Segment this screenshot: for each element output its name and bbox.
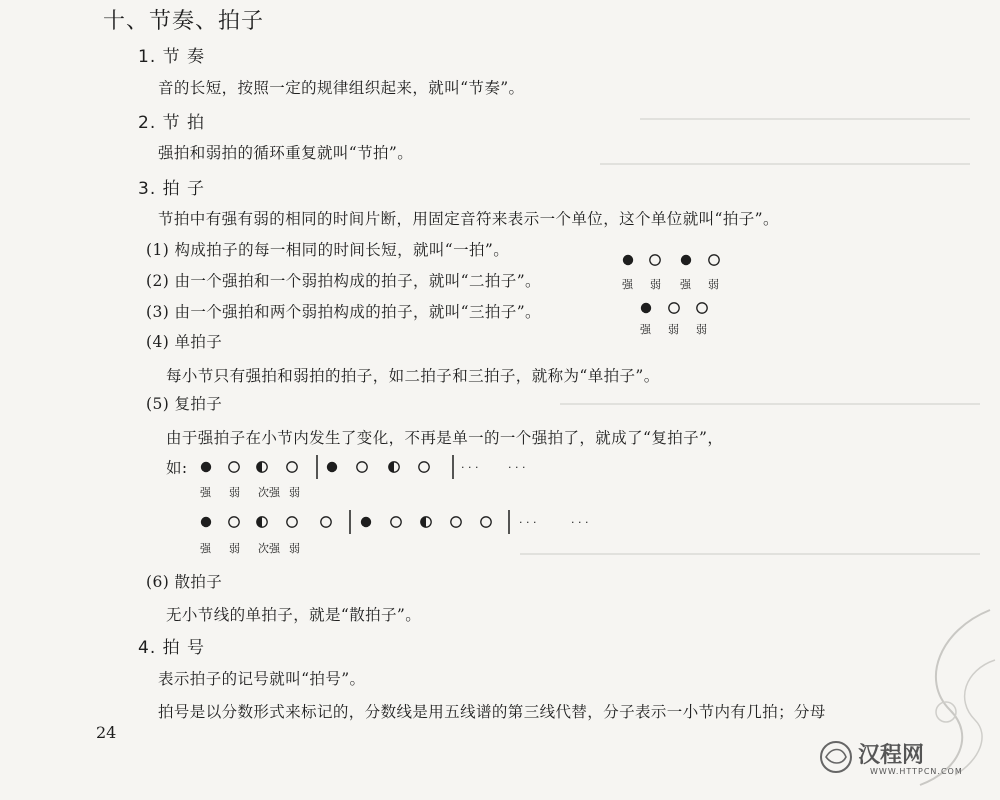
weak-label: 弱 xyxy=(668,323,679,336)
secondary-strong-beat-mark xyxy=(257,462,267,472)
weak-beat-mark xyxy=(229,517,239,527)
strong-label: 强 xyxy=(200,486,211,499)
paragraph: 表示拍子的记号就叫“拍号”。 xyxy=(158,670,366,688)
paragraph: 由于强拍子在小节内发生了变化，不再是单一的一个强拍了，就成了“复拍子”， xyxy=(166,429,724,447)
example-label: 如: xyxy=(166,459,188,477)
weak-label: 弱 xyxy=(696,323,707,336)
secondary-strong-label: 次强 xyxy=(258,486,280,499)
continuation-dots: · · · xyxy=(571,516,589,529)
section-heading: 1. 节 奏 xyxy=(138,47,206,67)
weak-beat-mark xyxy=(287,462,297,472)
weak-beat-mark xyxy=(391,517,401,527)
weak-label: 弱 xyxy=(650,278,661,291)
list-item: (5) 复拍子 xyxy=(146,395,223,413)
continuation-dots: · · · xyxy=(519,516,537,529)
strong-beat-mark xyxy=(201,517,211,527)
list-item: (2) 由一个强拍和一个弱拍构成的拍子，就叫“二拍子”。 xyxy=(146,272,541,290)
weak-label: 弱 xyxy=(229,486,240,499)
watermark-url: WWW.HTTPCN.COM xyxy=(870,767,963,776)
bleed-through-line xyxy=(640,118,970,120)
paragraph: 节拍中有强有弱的相同的时间片断，用固定音符来表示一个单位，这个单位就叫“拍子”。 xyxy=(158,210,779,228)
weak-beat-mark xyxy=(481,517,491,527)
three-beat-diagram xyxy=(636,299,726,319)
continuation-dots: · · · xyxy=(461,461,479,474)
list-item: (3) 由一个强拍和两个弱拍构成的拍子，就叫“三拍子”。 xyxy=(146,303,541,321)
compound-meter-diagram xyxy=(196,455,556,479)
bleed-through-line xyxy=(560,403,980,405)
weak-beat-mark xyxy=(650,255,660,265)
secondary-strong-beat-mark xyxy=(421,517,431,527)
chapter-title: 十、节奏、拍子 xyxy=(103,9,265,34)
section-heading: 2. 节 拍 xyxy=(138,113,206,133)
compound-meter-diagram xyxy=(196,510,616,534)
strong-beat-mark xyxy=(623,255,633,265)
strong-beat-mark xyxy=(681,255,691,265)
strong-beat-mark xyxy=(641,303,651,313)
paragraph: 音的长短，按照一定的规律组织起来，就叫“节奏”。 xyxy=(158,79,525,97)
weak-label: 弱 xyxy=(229,542,240,555)
list-item: (1) 构成拍子的每一相同的时间长短，就叫“一拍”。 xyxy=(146,241,510,259)
weak-beat-mark xyxy=(419,462,429,472)
watermark-text: 汉程网 xyxy=(858,743,925,768)
paragraph: 每小节只有强拍和弱拍的拍子，如二拍子和三拍子，就称为“单拍子”。 xyxy=(166,367,660,385)
page-number: 24 xyxy=(96,723,117,742)
section-heading: 4. 拍 号 xyxy=(138,638,206,658)
weak-beat-mark xyxy=(451,517,461,527)
weak-beat-mark xyxy=(697,303,707,313)
two-beat-diagram xyxy=(618,250,738,294)
weak-label: 弱 xyxy=(708,278,719,291)
paragraph: 拍号是以分数形式来标记的，分数线是用五线谱的第三线代替，分子表示一小节内有几拍；分母 xyxy=(158,703,826,721)
weak-beat-mark xyxy=(287,517,297,527)
strong-label: 强 xyxy=(200,542,211,555)
strong-label: 强 xyxy=(640,323,651,336)
strong-label: 强 xyxy=(622,278,633,291)
weak-beat-mark xyxy=(669,303,679,313)
secondary-strong-beat-mark xyxy=(389,462,399,472)
weak-label: 弱 xyxy=(289,486,300,499)
watermark-logo-icon xyxy=(814,735,858,779)
strong-beat-mark xyxy=(327,462,337,472)
weak-label: 弱 xyxy=(289,542,300,555)
weak-beat-mark xyxy=(229,462,239,472)
strong-beat-mark xyxy=(361,517,371,527)
list-item: (6) 散拍子 xyxy=(146,573,223,591)
strong-label: 强 xyxy=(680,278,691,291)
paragraph: 无小节线的单拍子，就是“散拍子”。 xyxy=(166,606,422,624)
continuation-dots: · · · xyxy=(508,461,526,474)
weak-beat-mark xyxy=(709,255,719,265)
bleed-through-line xyxy=(520,553,980,555)
weak-beat-mark xyxy=(357,462,367,472)
section-heading: 3. 拍 子 xyxy=(138,179,206,199)
weak-beat-mark xyxy=(321,517,331,527)
secondary-strong-label: 次强 xyxy=(258,542,280,555)
bleed-through-line xyxy=(600,163,970,165)
secondary-strong-beat-mark xyxy=(257,517,267,527)
list-item: (4) 单拍子 xyxy=(146,333,223,351)
strong-beat-mark xyxy=(201,462,211,472)
paragraph: 强拍和弱拍的循环重复就叫“节拍”。 xyxy=(158,144,414,162)
